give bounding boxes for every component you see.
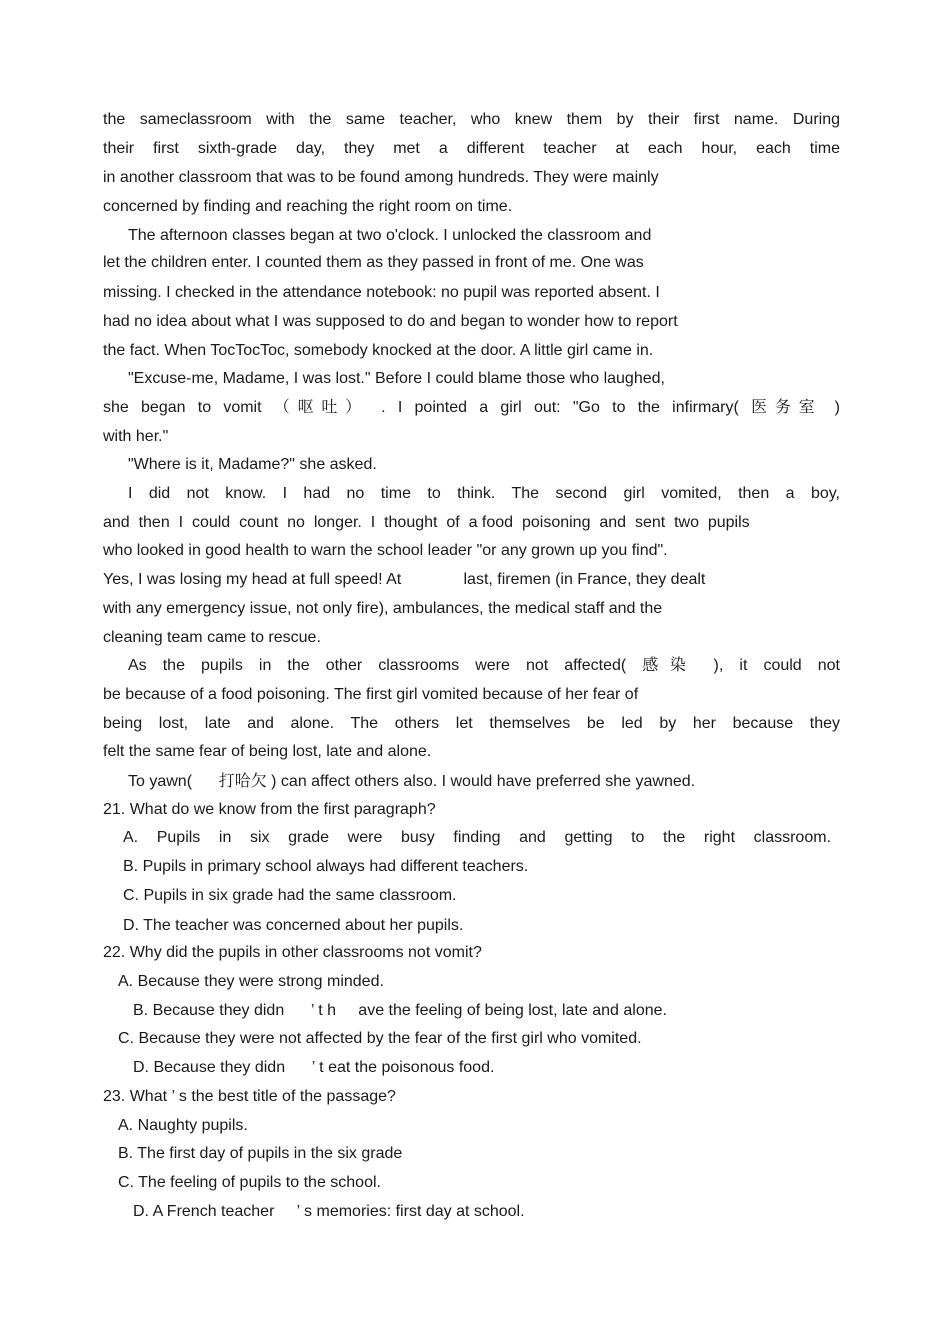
passage-line: concerned by finding and reaching the right room on time.	[103, 198, 513, 215]
passage-line: The afternoon classes began at two o'clock. I unlocked the classroom and	[128, 227, 652, 244]
passage-line: their first sixth-grade day, they met a different teacher at each hour, each time	[103, 140, 840, 157]
answer-option: A. Pupils in six grade were busy finding and getting to the right classroom.	[123, 829, 831, 846]
passage-line: with her."	[103, 428, 169, 445]
answer-option: B. Pupils in primary school always had different teachers.	[123, 858, 529, 875]
question-stem: 23. What ’ s the best title of the passage?	[103, 1088, 396, 1105]
question-stem: 22. Why did the pupils in other classrooms not vomit?	[103, 944, 482, 961]
passage-line: Yes, I was losing my head at full speed! At last, firemen (in France, they dealt	[103, 571, 706, 588]
answer-option: C. Pupils in six grade had the same classroom.	[123, 887, 457, 904]
passage-line: she began to vomit （呕吐） . I pointed a girl out: "Go to the infirmary( 医务室 )	[103, 399, 840, 416]
passage-line: had no idea about what I was supposed to do and began to wonder how to report	[103, 313, 678, 330]
answer-option: B. Because they didn ’ t h ave the feeling of being lost, late and alone.	[133, 1002, 667, 1019]
passage-line: with any emergency issue, not only fire), ambulances, the medical staff and the	[103, 600, 663, 617]
answer-option: A. Because they were strong minded.	[118, 973, 384, 990]
answer-option: B. The first day of pupils in the six grade	[118, 1145, 403, 1162]
passage-line: I did not know. I had no time to think. The second girl vomited, then a boy,	[128, 485, 840, 502]
answer-option: D. A French teacher ’ s memories: first day at school.	[133, 1203, 525, 1220]
passage-line: the sameclassroom with the same teacher, who knew them by their first name. During	[103, 111, 840, 128]
answer-option: D. The teacher was concerned about her pupils.	[123, 917, 464, 934]
passage-line: missing. I checked in the attendance notebook: no pupil was reported absent. I	[103, 284, 660, 301]
passage-line: To yawn( 打哈欠 ) can affect others also. I would have preferred she yawned.	[128, 773, 696, 790]
answer-option: D. Because they didn ’ t eat the poisonous food.	[133, 1059, 495, 1076]
answer-option: C. Because they were not affected by the fear of the first girl who vomited.	[118, 1030, 642, 1047]
passage-line: "Excuse-me, Madame, I was lost." Before I could blame those who laughed,	[128, 370, 665, 387]
passage-line: in another classroom that was to be found among hundreds. They were mainly	[103, 169, 659, 186]
passage-line: cleaning team came to rescue.	[103, 629, 321, 646]
passage-line: being lost, late and alone. The others let themselves be led by her because they	[103, 715, 840, 732]
passage-line: As the pupils in the other classrooms were not affected( 感染 ), it could not	[128, 657, 840, 674]
passage-line: and then I could count no longer. I thought of a food poisoning and sent two pupils	[103, 514, 750, 531]
passage-line: who looked in good health to warn the school leader "or any grown up you find".	[103, 542, 668, 559]
passage-line: the fact. When TocTocToc, somebody knocked at the door. A little girl came in.	[103, 342, 654, 359]
passage-line: felt the same fear of being lost, late and alone.	[103, 743, 432, 760]
passage-line: let the children enter. I counted them as they passed in front of me. One was	[103, 254, 644, 271]
passage-line: be because of a food poisoning. The first girl vomited because of her fear of	[103, 686, 639, 703]
passage-line: "Where is it, Madame?" she asked.	[128, 456, 377, 473]
answer-option: C. The feeling of pupils to the school.	[118, 1174, 381, 1191]
answer-option: A. Naughty pupils.	[118, 1117, 248, 1134]
question-stem: 21. What do we know from the first paragraph?	[103, 801, 436, 818]
